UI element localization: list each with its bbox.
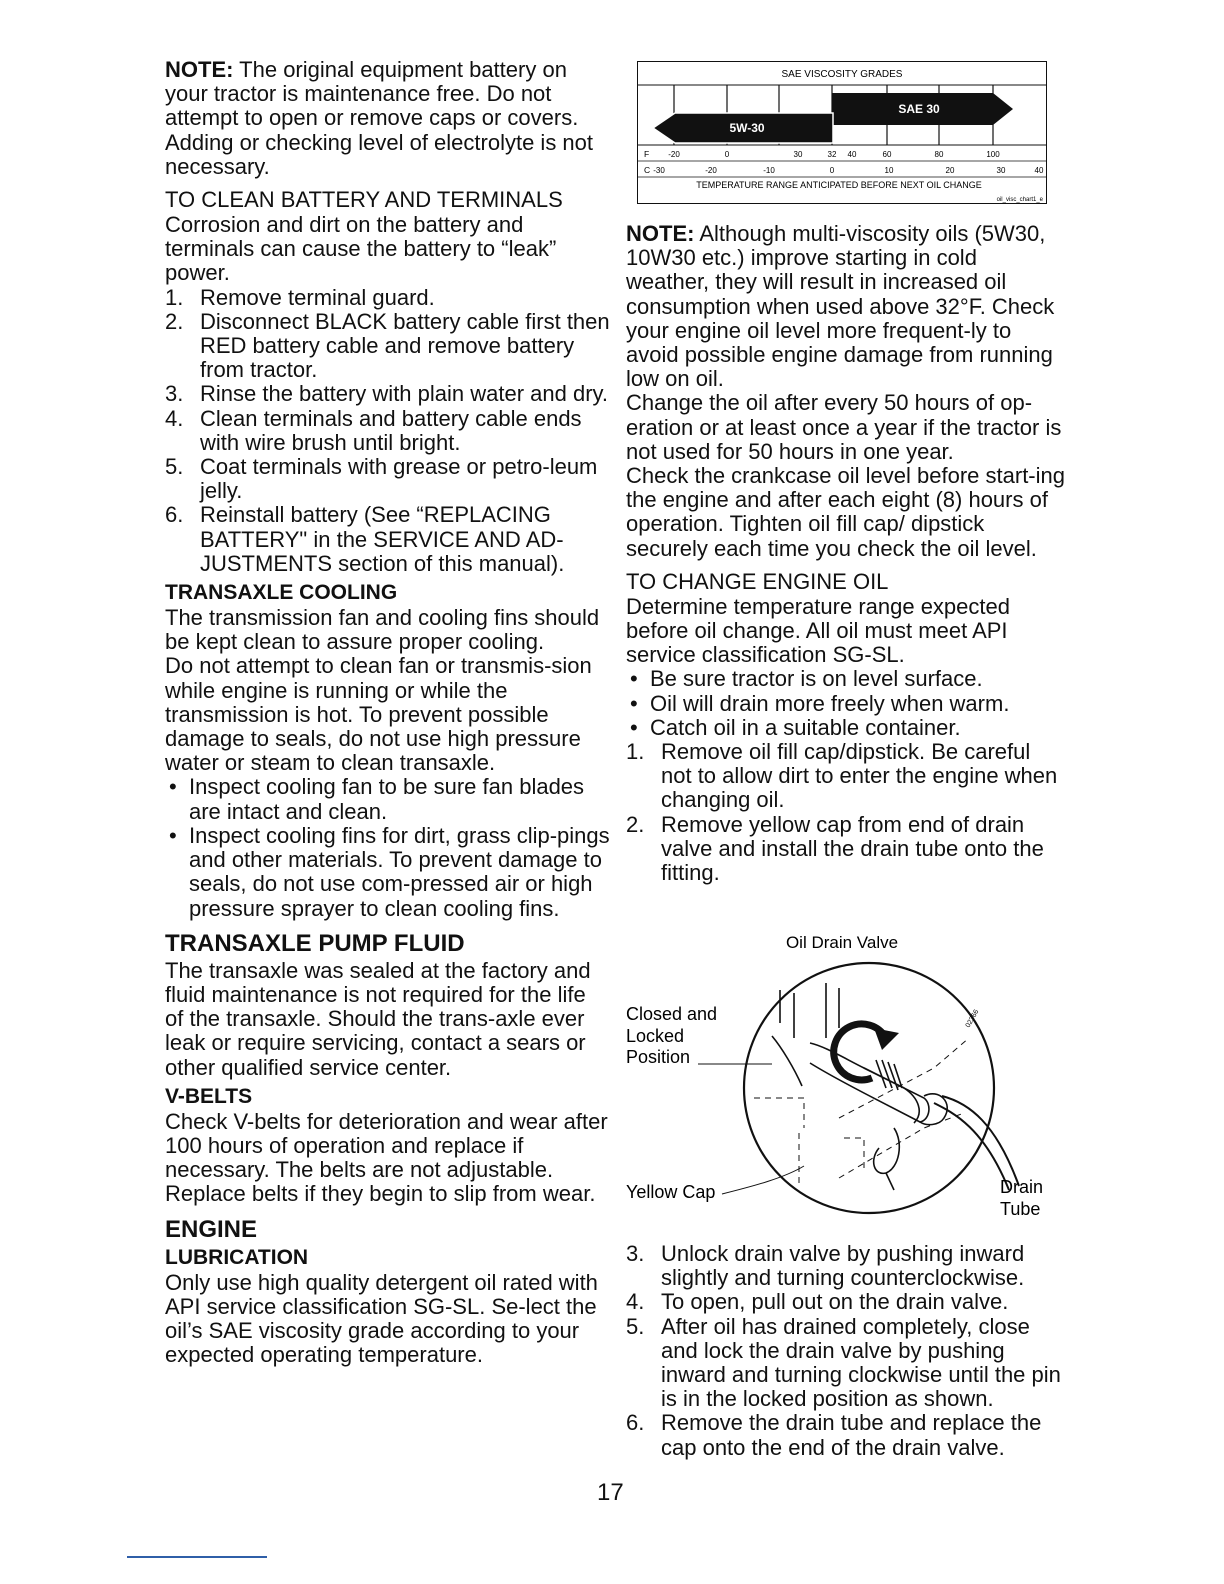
transaxle-cooling-heading: TRANSAXLE COOLING xyxy=(165,581,398,605)
c-tick: 20 xyxy=(945,166,955,175)
tube-label: Tube xyxy=(1000,1199,1041,1219)
clean-battery-steps xyxy=(165,286,610,576)
list-item: • Catch oil in a suitable container. xyxy=(630,714,961,740)
list-item: 1. Remove oil fill cap/dipstick. Be careful not to allow dirt to enter the engine when changing oil. xyxy=(626,739,1058,813)
c-tick: 30 xyxy=(996,166,1006,175)
list-item: • Inspect cooling fan to be sure fan blades are intact and clean. xyxy=(169,774,585,824)
transaxle-cooling-p2: Do not attempt to clean fan or transmis-sion while engine is running or while the transmission is hot. To prevent possible damage to seals, do not use high pressure water or steam to clean transaxle. xyxy=(165,653,592,776)
f-tick: 0 xyxy=(724,150,730,159)
list-item: 4. Clean terminals and battery cable ends with wire brush until bright. xyxy=(165,405,582,455)
c-tick: -20 xyxy=(705,166,717,175)
lubrication-text: Only use high quality detergent oil rated with API service classification SG-SL. Se-lect the oil’s SAE viscosity grade according to your expected operating temperature. xyxy=(165,1269,598,1368)
list-item: 2. Disconnect BLACK battery cable first then RED battery cable and remove battery from tractor. xyxy=(165,308,610,383)
f-tick: 100 xyxy=(986,150,1000,159)
closed-label-2: Locked xyxy=(626,1026,685,1046)
oil-drain-valve-figure xyxy=(624,928,1054,1228)
valve-drawing xyxy=(772,983,1019,1190)
chart-footer: TEMPERATURE RANGE ANTICIPATED BEFORE NEXT OIL CHANGE xyxy=(696,180,982,190)
sae30-label: SAE 30 xyxy=(898,102,940,116)
oil-check-text: Check the crankcase oil level before start-ing the engine and after each eight (8) hours of operation. Tighten oil fill cap/ dipstick securely each time you check the oil level. xyxy=(626,463,1065,561)
c-tick: -10 xyxy=(763,166,775,175)
list-item: 6. Remove the drain tube and replace the cap onto the end of the drain valve. xyxy=(626,1410,1042,1460)
vbelts-text: Check V-belts for deterioration and wear after 100 hours of operation and replace if necessary. The belts are not adjustable. Replace belts if they begin to slip from wear. xyxy=(165,1108,608,1207)
c-tick: -30 xyxy=(653,166,665,175)
yellow-cap-label: Yellow Cap xyxy=(626,1182,716,1202)
note-label: NOTE: xyxy=(165,57,234,82)
change-oil-bullets xyxy=(626,667,1066,740)
oil-change-interval: Change the oil after every 50 hours of op-eration or at least once a year if the tractor is not used for 50 hours in one year. xyxy=(626,390,1062,464)
change-oil-steps-b xyxy=(626,1242,1066,1460)
right-column-bottom xyxy=(626,1242,1066,1460)
list-item: 1. Remove terminal guard. xyxy=(165,284,435,310)
f-tick: -20 xyxy=(668,150,680,159)
left-column xyxy=(165,58,610,1367)
list-item: • Be sure tractor is on level surface. xyxy=(630,666,983,692)
transaxle-cooling-p1: The transmission fan and cooling fins should be kept clean to assure proper cooling. xyxy=(165,605,600,655)
f-tick: 80 xyxy=(934,150,944,159)
f-ticks xyxy=(668,150,1000,159)
chart-title: SAE VISCOSITY GRADES xyxy=(781,69,903,80)
viscosity-note xyxy=(626,222,1066,391)
f-tick: 32 xyxy=(827,150,837,159)
c-tick: 10 xyxy=(884,166,894,175)
arrow-head-icon xyxy=(874,1028,899,1050)
c-label: C xyxy=(644,165,651,175)
f-label: F xyxy=(644,149,650,159)
footer-rule xyxy=(127,1556,267,1558)
c-tick: 0 xyxy=(829,166,835,175)
list-item: 3. Unlock drain valve by pushing inward slightly and turning counterclockwise. xyxy=(626,1241,1025,1291)
note-text: Although multi-viscosity oils (5W30, 10W30 etc.) improve starting in cold weather, they will result in increased oil consumption when used above 32°F. Check your engine oil level more frequent-ly to avoid possible engine damage from running low on oil. xyxy=(626,221,1055,392)
lubrication-heading: LUBRICATION xyxy=(165,1245,309,1269)
pump-fluid-heading: TRANSAXLE PUMP FLUID xyxy=(165,929,465,957)
change-oil-heading: TO CHANGE ENGINE OIL xyxy=(626,568,889,594)
list-item: • Oil will drain more freely when warm. xyxy=(630,690,1010,716)
list-item: • Inspect cooling fins for dirt, grass clip-pings and other materials. To prevent damage to seals, do not use com-pressed air or high pressure sprayer to clean cooling fins. xyxy=(169,822,610,921)
list-item: 4. To open, pull out on the drain valve. xyxy=(626,1289,1009,1315)
transaxle-cooling-bullets xyxy=(165,775,610,920)
change-oil-intro: Determine temperature range expected before oil change. All oil must meet API service classification SG-SL. xyxy=(626,593,1010,668)
closed-label-3: Position xyxy=(626,1047,691,1067)
list-item: 3. Rinse the battery with plain water and dry. xyxy=(165,381,609,407)
chart-code: oil_visc_chart1_e xyxy=(996,197,1043,203)
list-item: 5. Coat terminals with grease or petro-leum jelly. xyxy=(165,454,598,504)
closed-label-1: Closed and xyxy=(626,1004,718,1024)
figure-title: Oil Drain Valve xyxy=(785,933,899,952)
f-tick: 30 xyxy=(793,150,803,159)
c-tick: 40 xyxy=(1034,166,1044,175)
viscosity-chart xyxy=(637,61,1047,204)
page-number: 17 xyxy=(597,1479,624,1506)
note-text: The original equipment battery on your tractor is maintenance free. Do not attempt to open or remove caps or covers. Adding or checking level of electrolyte is not necessary. xyxy=(165,57,594,179)
battery-note xyxy=(165,58,610,179)
c-ticks xyxy=(653,166,1044,175)
engine-heading: ENGINE xyxy=(165,1215,258,1243)
drain-label: Drain xyxy=(1000,1177,1044,1197)
right-column-top xyxy=(626,222,1066,885)
detail-circle xyxy=(744,963,994,1213)
note-label: NOTE: xyxy=(626,221,695,246)
list-item: 6. Reinstall battery (See “REPLACING BATTERY" in the SERVICE AND AD-JUSTMENTS section of this manual). xyxy=(165,502,565,576)
list-item: 5. After oil has drained completely, close and lock the drain valve by pushing inward and turning clockwise until the pin is in the locked position as shown. xyxy=(626,1313,1061,1412)
clean-battery-intro: Corrosion and dirt on the battery and terminals can cause the battery to “leak” power. xyxy=(165,212,557,286)
hidden-lines xyxy=(754,1038,969,1188)
vbelts-heading: V-BELTS xyxy=(165,1084,253,1108)
sw30-label: 5W-30 xyxy=(729,121,765,135)
yellow-cap-leader xyxy=(722,1166,804,1194)
clean-battery-heading: TO CLEAN BATTERY AND TERMINALS xyxy=(165,187,563,213)
figure-code: 02366 xyxy=(964,1008,981,1029)
pump-fluid-text: The transaxle was sealed at the factory and fluid maintenance is not required for the life of the transaxle. Should the trans-axle ever leak or require servicing, contact a sears or other qualified service center. xyxy=(165,957,591,1080)
f-tick: 60 xyxy=(882,150,892,159)
f-tick: 40 xyxy=(847,150,857,159)
change-oil-steps-a xyxy=(626,740,1066,885)
list-item: 2. Remove yellow cap from end of drain valve and install the drain tube onto the fitting. xyxy=(626,811,1044,886)
